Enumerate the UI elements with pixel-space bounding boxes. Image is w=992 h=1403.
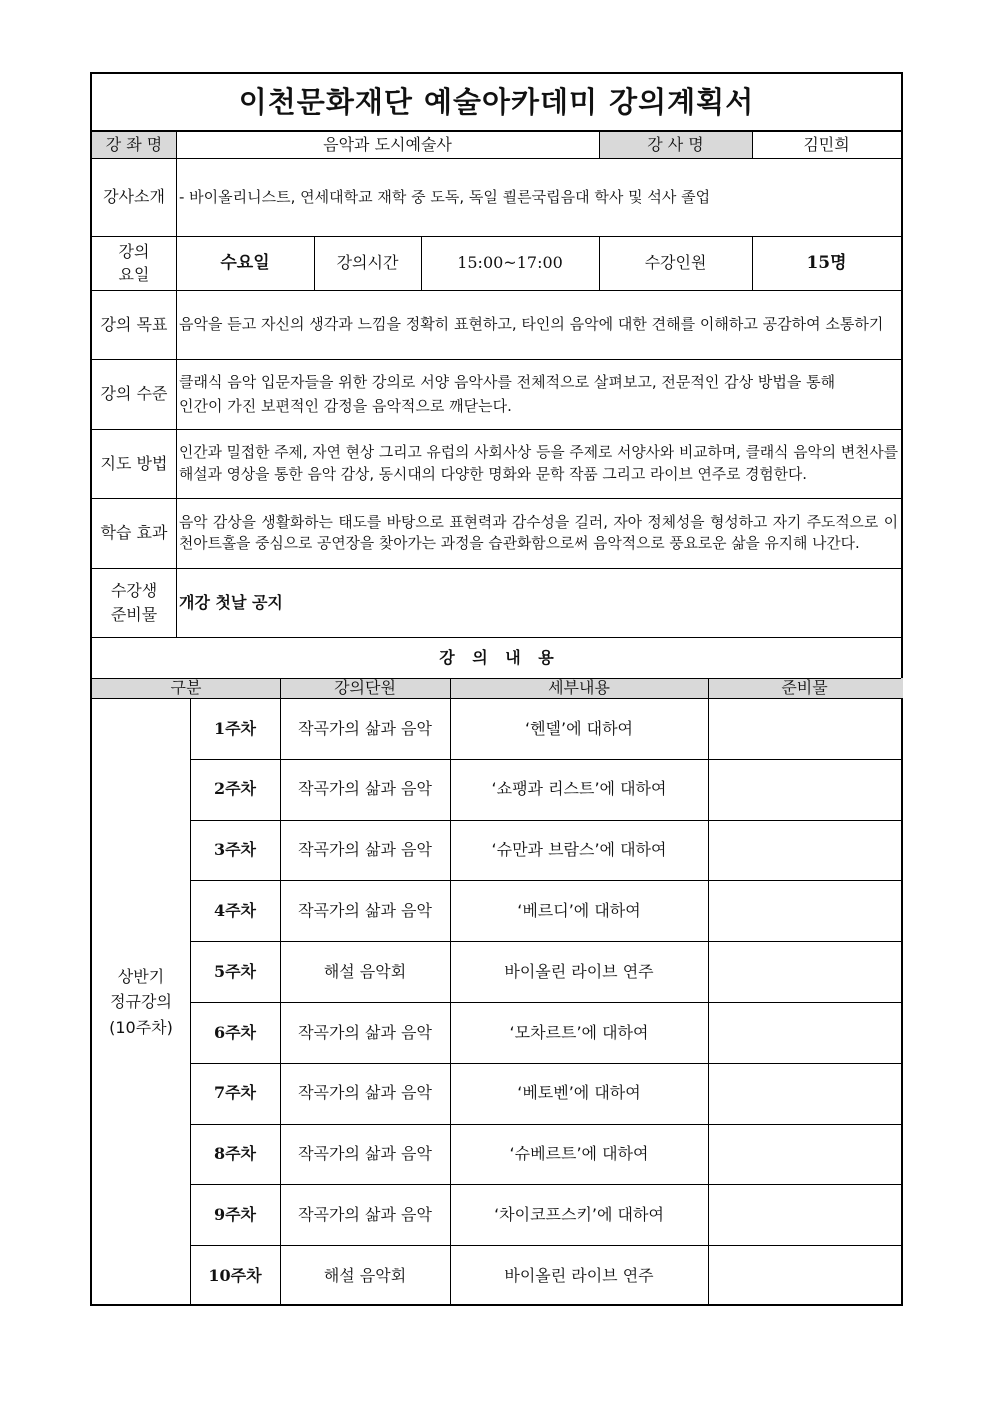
supplies-value: 개강 첫날 공지 — [179, 592, 283, 612]
header-category: 구분 — [170, 678, 202, 698]
time-label: 강의시간 — [336, 253, 399, 273]
week-unit: 작곡가의 삶과 음악 — [298, 1022, 432, 1042]
week-label: 8주차 — [213, 1144, 257, 1164]
week-detail: ‘베토벤’에 대하여 — [517, 1083, 641, 1103]
week-label: 3주차 — [213, 840, 257, 860]
week-label: 10주차 — [208, 1265, 262, 1285]
effect-label: 학습 효과 — [100, 523, 168, 543]
page-title: 이천문화재단 예술아카데미 강의계획서 — [238, 84, 755, 119]
goal-label: 강의 목표 — [100, 314, 168, 334]
lecture-plan-document — [90, 72, 903, 1306]
week-prep — [708, 759, 901, 820]
lecturer-value: 김민희 — [803, 134, 850, 154]
week-detail: ‘슈만과 브람스’에 대하여 — [491, 840, 667, 860]
week-prep — [708, 1245, 901, 1306]
week-detail: ‘베르디’에 대하여 — [517, 900, 641, 920]
week-detail: ‘헨델’에 대하여 — [525, 718, 633, 738]
week-prep — [708, 1184, 901, 1245]
week-prep — [708, 1063, 901, 1124]
method-label: 지도 방법 — [100, 453, 168, 473]
week-label: 6주차 — [213, 1022, 257, 1042]
week-label: 4주차 — [213, 900, 257, 920]
week-prep — [708, 698, 901, 759]
intro-value: - 바이올리니스트, 연세대학교 재학 중 도독, 독일 쾰른국립음대 학사 및 석사 졸업 — [179, 187, 711, 206]
week-detail: ‘차이코프스키’에 대하여 — [494, 1204, 664, 1224]
capacity-label: 수강인원 — [644, 253, 707, 273]
week-detail: ‘슈베르트’에 대하여 — [509, 1144, 649, 1164]
week-label: 2주차 — [213, 779, 257, 799]
week-unit: 작곡가의 삶과 음악 — [298, 1083, 432, 1103]
week-label: 9주차 — [213, 1204, 257, 1224]
capacity-value: 15명 — [806, 252, 847, 273]
time-value: 15:00~17:00 — [457, 253, 563, 273]
header-prep: 준비물 — [781, 678, 828, 698]
lecturer-label: 강 사 명 — [647, 134, 704, 154]
week-prep — [708, 1124, 901, 1185]
group-label: 상반기 정규강의 (10주차) — [109, 966, 173, 1037]
week-unit: 작곡가의 삶과 음악 — [298, 1204, 432, 1224]
week-detail: 바이올린 라이브 연주 — [504, 1265, 654, 1285]
header-unit: 강의단원 — [334, 678, 396, 698]
week-unit: 작곡가의 삶과 음악 — [298, 1144, 432, 1164]
week-unit: 작곡가의 삶과 음악 — [298, 900, 432, 920]
header-detail: 세부내용 — [548, 678, 610, 698]
week-unit: 해설 음악회 — [323, 1265, 407, 1285]
goal-value: 음악을 듣고 자신의 생각과 느낌을 정확히 표현하고, 타인의 음악에 대한 견해를 이해하고 공감하여 소통하기 — [179, 315, 884, 334]
week-prep — [708, 820, 901, 881]
week-detail: ‘모차르트’에 대하여 — [509, 1022, 649, 1042]
level-label: 강의 수준 — [100, 384, 168, 404]
week-unit: 해설 음악회 — [323, 961, 407, 981]
week-label: 1주차 — [213, 718, 257, 738]
week-prep — [708, 1002, 901, 1063]
week-detail: ‘쇼팽과 리스트’에 대하여 — [491, 779, 667, 799]
supplies-label: 수강생 준비물 — [110, 580, 158, 624]
level-value: 클래식 음악 입문자들을 위한 강의로 서양 음악사를 전체적으로 살펴보고, 전문적인 감상 방법을 통해 인간이 가진 보편적인 감정을 음악적으로 깨닫는다. — [179, 373, 836, 415]
week-label: 7주차 — [213, 1083, 257, 1103]
course-label: 강 좌 명 — [105, 134, 163, 154]
week-unit: 작곡가의 삶과 음악 — [298, 718, 432, 738]
effect-value: 음악 감상을 생활화하는 태도를 바탕으로 표현력과 감수성을 길러, 자아 정체성을 형성하고 자기 주도적으로 이천아트홀을 중심으로 공연장을 찾아가는 과정을 습관화함으로써 음악적으로 풍요로운 삶을 유지해 나간다. — [179, 513, 898, 552]
method-value: 인간과 밀접한 주제, 자연 현상 그리고 유럽의 사회사상 등을 주제로 서양사와 비교하며, 클래식 음악의 변천사를 해설과 영상을 통한 음악 감상, 동시대의 다양한 명화와 문학 작품 그리고 라이브 연주로 경험한다. — [179, 444, 898, 483]
week-prep — [708, 941, 901, 1002]
week-unit: 작곡가의 삶과 음악 — [298, 840, 432, 860]
week-detail: 바이올린 라이브 연주 — [504, 961, 654, 981]
week-label: 5주차 — [213, 961, 257, 981]
content-section-title: 강 의 내 용 — [439, 647, 554, 667]
course-value: 음악과 도시예술사 — [323, 134, 452, 154]
day-value: 수요일 — [220, 252, 270, 273]
week-unit: 작곡가의 삶과 음악 — [298, 779, 432, 799]
day-label: 강의 요일 — [118, 241, 150, 284]
intro-label: 강사소개 — [103, 187, 165, 207]
week-prep — [708, 880, 901, 941]
